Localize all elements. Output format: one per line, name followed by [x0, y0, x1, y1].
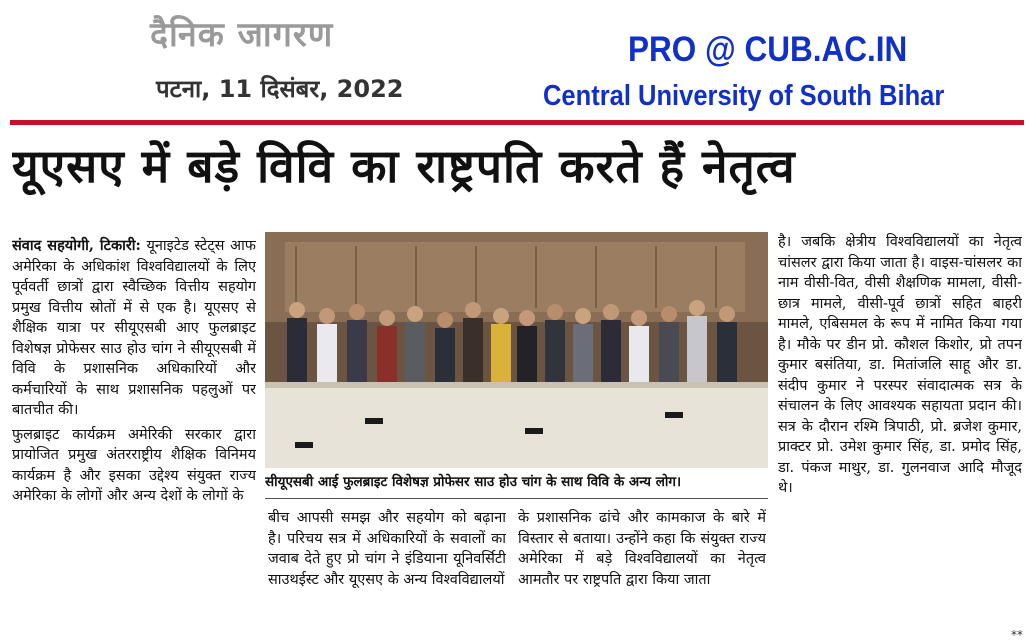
article-column-1 — [12, 236, 256, 640]
byline: संवाद सहयोगी, टिकारी: — [12, 237, 141, 254]
red-rule — [10, 120, 1024, 125]
paragraph-1-text: यूनाइटेड स्टेट्स आफ अमेरिका के अधिकांश विश्वविद्यालयों के लिए पूर्ववर्ती छात्रों द्वारा स्वैच्छिक वित्तीय सहयोग प्रमुख वित्तीय स्रोतों में से एक है। यूएसए से शैक्षिक यात्रा पर सीयूएसबी आए फुलब्राइट विशेषज्ञ प्रोफेसर साउ होउ चांग ने सीयूएसबी में विवि के प्रशासनिक अधिकारियों और कर्मचारियों के साथ प्रशासनिक पहलुओं पर बातचीत की। — [12, 238, 256, 418]
dateline: पटना, 11 दिसंबर, 2022 — [156, 75, 404, 103]
university-name: Central University of South Bihar — [543, 80, 945, 112]
masthead-logo: दैनिक जागरण — [150, 15, 334, 55]
caption-rule — [265, 498, 768, 499]
paragraph-2: फुलब्राइट कार्यक्रम अमेरिकी सरकार द्वारा प्रायोजित प्रमुख अंतरराष्ट्रीय शैक्षिक विनिमय कार्यक्रम है और इसका उद्देश्य संयुक्त राज्य अमेरिका के लोगों और अन्य देशों के लोगों के — [12, 426, 256, 504]
paragraph-4: के प्रशासनिक ढांचे और कामकाज के बारे में विस्तार से बताया। उन्होंने कहा कि संयुक्त राज्य अमेरिका में बड़े विश्वविद्यालयों का नेतृत्व आमतौर पर राष्ट्रपति द्वारा किया जाता — [518, 510, 766, 588]
news-photo — [265, 232, 768, 468]
paragraph-1 — [12, 236, 256, 421]
article-column-3 — [518, 508, 766, 640]
paragraph-3: बीच आपसी समझ और सहयोग को बढ़ाना है। परिचय सत्र में अधिकारियों के सवालों का जवाब देते हुए प्रो चांग ने इंडियाना यूनिवर्सिटी साउथईस्ट और यूएसए के अन्य विश्वविद्यालयों — [268, 510, 506, 588]
article-column-4 — [778, 232, 1022, 638]
footer-mark: ** — [1011, 628, 1023, 642]
pro-email: PRO @ CUB.AC.IN — [628, 30, 908, 69]
paragraph-5: है। जबकि क्षेत्रीय विश्वविद्यालयों का नेतृत्व चांसलर द्वारा किया जाता है। वाइस-चांसलर का नाम वीसी-वित, वीसी शैक्षणिक मामला, वीसी-छात्र मामले, वीसी-पूर्व छात्रों सहित बाहरी मामले, एबिसमल के रूप में नामित किया गया है। मौके पर डीन प्रो. कौशल किशोर, प्रो तपन कुमार बसंतिया, डा. मितांजलि साहू और डा. संदीप कुमार ने परस्पर संवादात्मक सत्र के संचालन के लिए आवश्यक सहायता प्रदान की। सत्र के दौरान रश्मि त्रिपाठी, प्रो. ब्रजेश कुमार, प्राक्टर प्रो. उमेश कुमार सिंह, डा. प्रमोद सिंह, डा. पंकज माथुर, डा. गुलनवाज आदि मौजूद थे। — [778, 234, 1022, 496]
article-headline: यूएसए में बड़े विवि का राष्ट्रपति करते हैं नेतृत्व — [12, 139, 796, 193]
photo-caption: सीयूएसबी आई फुलब्राइट विशेषज्ञ प्रोफेसर साउ होउ चांग के साथ विवि के अन्य लोग। — [265, 474, 682, 490]
article-column-2 — [268, 508, 506, 640]
